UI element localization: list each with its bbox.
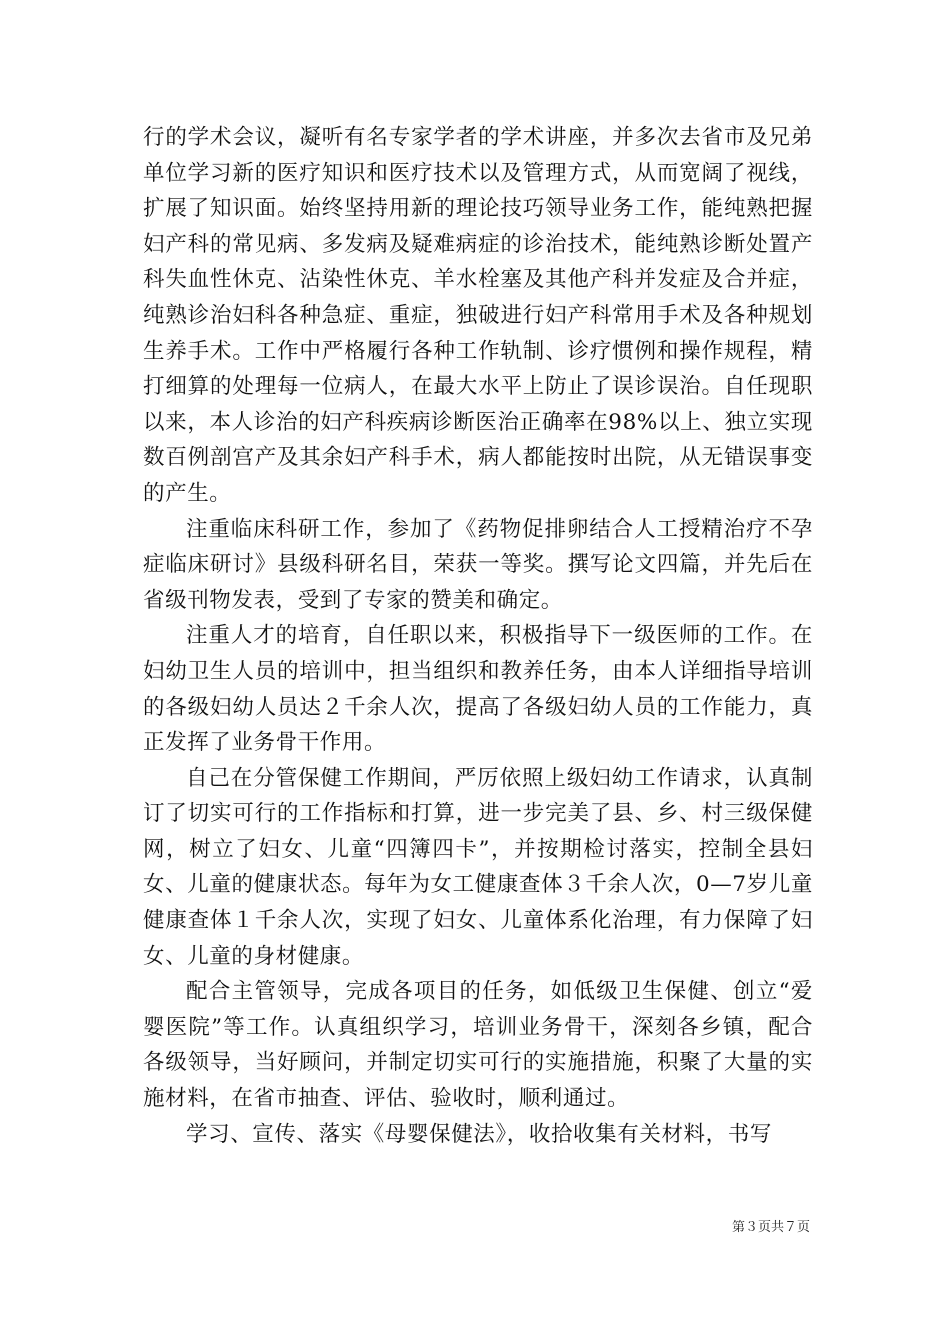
paragraph-2: 注重临床科研工作，参加了《药物促排卵结合人工授精治疗不孕症临床研讨》县级科研名目，荣获一等奖。撰写论文四篇，并先后在省级刊物发表，受到了专家的赞美和确定。 xyxy=(143,516,813,613)
paragraph-5: 配合主管领导，完成各项目的任务，如低级卫生保健、创立“爱婴医院”等工作。认真组织学习，培训业务骨干，深刻各乡镇，配合各级领导，当好顾问，并制定切实可行的实施措施，积聚了大量的实施材料，在省市抽查、评估、验收时，顺利通过。 xyxy=(143,979,813,1112)
paragraph-4: 自己在分管保健工作期间，严厉依照上级妇幼工作请求，认真制订了切实可行的工作指标和打算，进一步完美了县、乡、村三级保健网，树立了妇女、儿童“四簿四卡”，并按期检讨落实，控制全县妇女、儿童的健康状态。每年为女工健康查体３千余人次，0—7岁儿童健康查体１千余人次，实现了妇女、儿童体系化治理，有力保障了妇女、儿童的身材健康。 xyxy=(143,765,813,969)
paragraph-1: 行的学术会议，凝听有名专家学者的学术讲座，并多次去省市及兄弟单位学习新的医疗知识和医疗技术以及管理方式，从而宽阔了视线，扩展了知识面。始终坚持用新的理论技巧领导业务工作，能纯熟把握妇产科的常见病、多发病及疑难病症的诊治技术，能纯熟诊断处置产科失血性休克、沾染性休克、羊水栓塞及其他产科并发症及合并症，纯熟诊治妇科各种急症、重症，独破进行妇产科常用手术及各种规划生养手术。工作中严格履行各种工作轨制、诊疗惯例和操作规程，精打细算的处理每一位病人，在最大水平上防止了误诊误治。自任现职以来，本人诊治的妇产科疾病诊断医治正确率在98%以上、独立实现数百例剖宫产及其余妇产科手术，病人都能按时出院，从无错误事变的产生。 xyxy=(143,125,813,506)
body-text xyxy=(143,120,813,1152)
paragraph-6: 学习、宣传、落实《母婴保健法》，收拾收集有关材料，书写 xyxy=(186,1121,772,1147)
paragraph-3: 注重人才的培育，自任职以来，积极指导下一级医师的工作。在妇幼卫生人员的培训中，担当组织和教养任务，由本人详细指导培训的各级妇幼人员达２千余人次，提高了各级妇幼人员的工作能力，真正发挥了业务骨干作用。 xyxy=(143,623,813,756)
page-number: 第３页共７页 xyxy=(731,1220,810,1235)
